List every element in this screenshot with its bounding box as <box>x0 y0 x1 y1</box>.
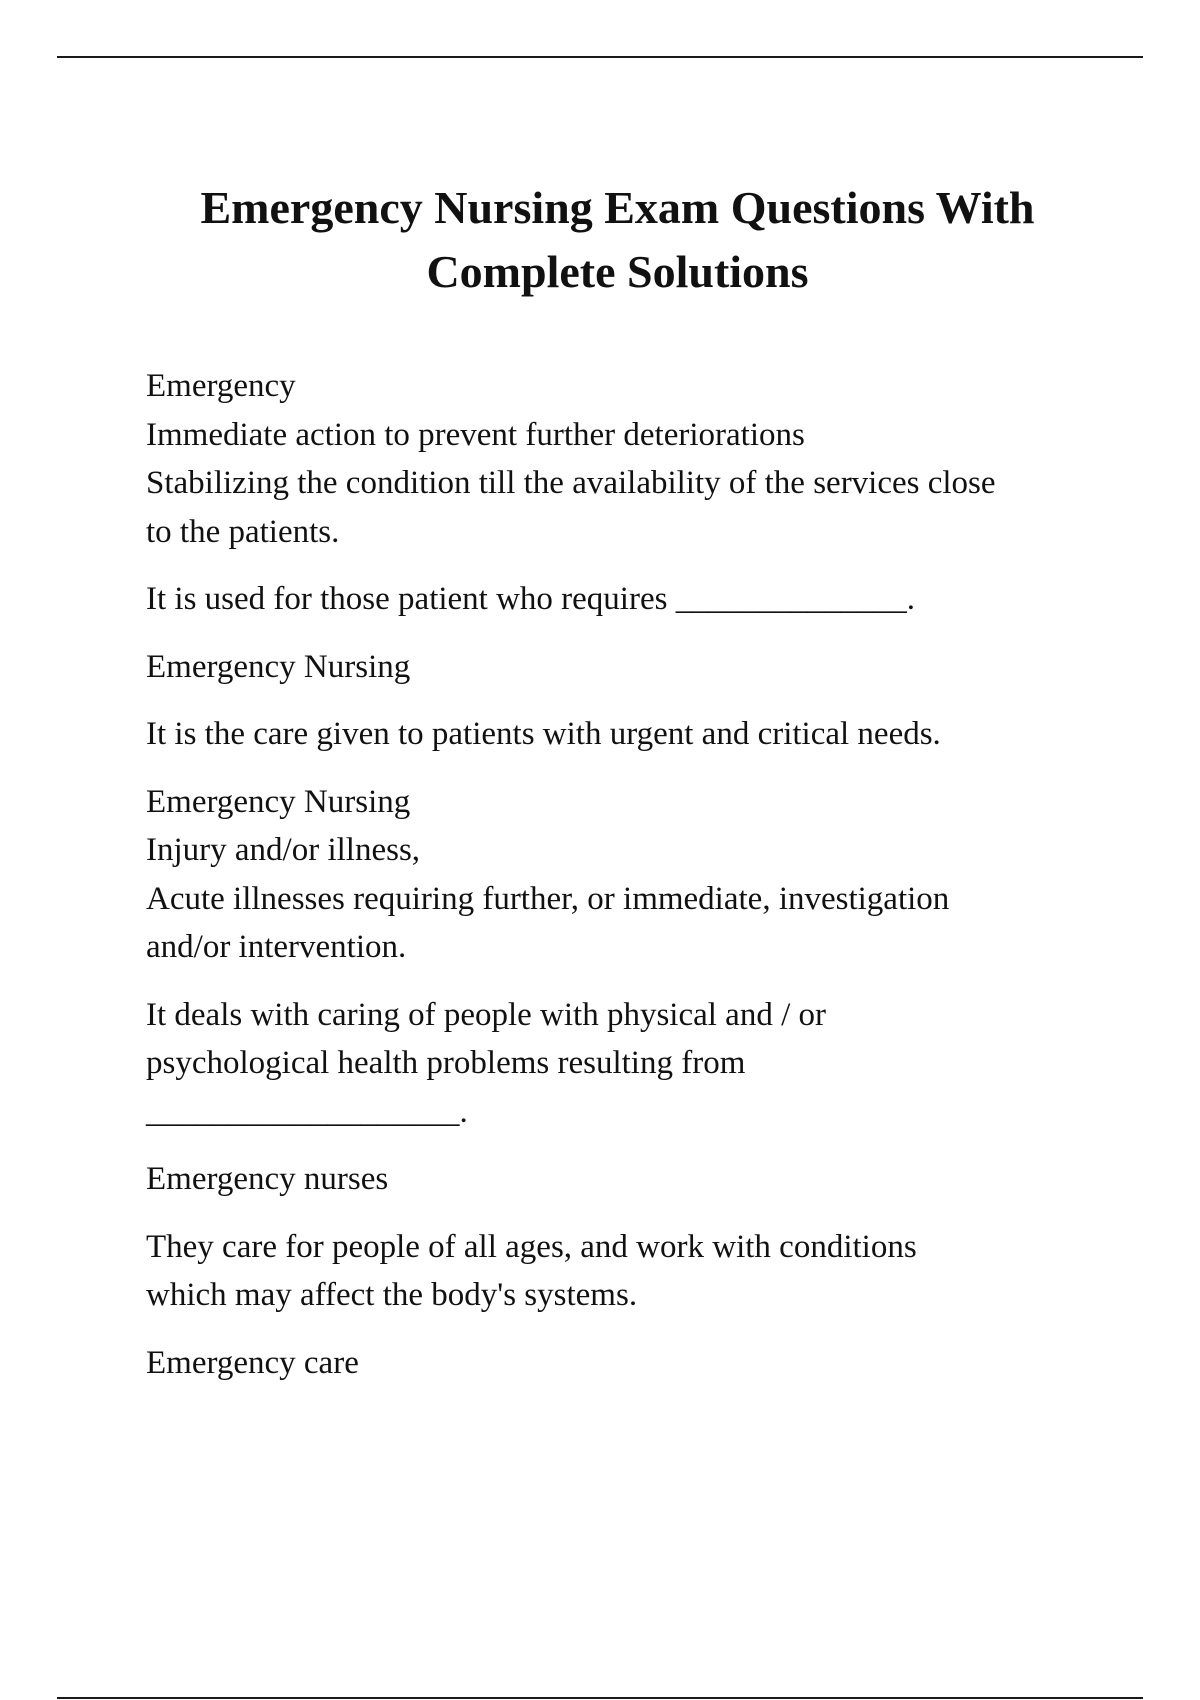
text-line: It is the care given to patients with urgent and critical needs. <box>146 716 941 752</box>
question-block <box>146 991 1096 1137</box>
top-rule <box>57 56 1143 58</box>
text-line: psychological health problems resulting from <box>146 1045 746 1081</box>
document-body <box>146 362 1096 1406</box>
text-line: Acute illnesses requiring further, or immediate, investigation <box>146 880 950 917</box>
text-line: Immediate action to prevent further deteriorations <box>146 416 805 453</box>
text-line: to the patients. <box>146 513 340 550</box>
text-line: Emergency nurses <box>146 1161 389 1197</box>
text-line: ___________________. <box>146 1093 468 1130</box>
answer-block <box>146 1155 1096 1204</box>
text-line: Emergency Nursing <box>146 648 411 685</box>
text-line: Emergency Nursing <box>146 783 411 820</box>
answer-block <box>146 643 1096 692</box>
definition-block <box>146 362 1096 556</box>
text-line: Stabilizing the condition till the availability of the services close <box>146 465 996 501</box>
question-block <box>146 1223 1096 1320</box>
text-line: which may affect the body's systems. <box>146 1277 638 1313</box>
text-line: Injury and/or illness, <box>146 832 421 868</box>
title-line: Emergency Nursing Exam Questions With <box>200 181 1035 233</box>
text-line: Emergency care <box>146 1344 359 1381</box>
text-line: It deals with caring of people with physical and / or <box>146 996 826 1033</box>
bottom-rule <box>57 1697 1143 1699</box>
answer-block <box>146 778 1096 972</box>
page-title <box>100 176 1135 304</box>
text-line: and/or intervention. <box>146 929 407 965</box>
title-line: Complete Solutions <box>426 245 809 297</box>
question-block <box>146 710 1096 759</box>
question-block <box>146 575 1096 624</box>
text-line: Emergency <box>146 368 296 404</box>
text-line: It is used for those patient who requires ______________. <box>146 581 915 617</box>
answer-block <box>146 1339 1096 1388</box>
text-line: They care for people of all ages, and work with conditions <box>146 1228 917 1265</box>
